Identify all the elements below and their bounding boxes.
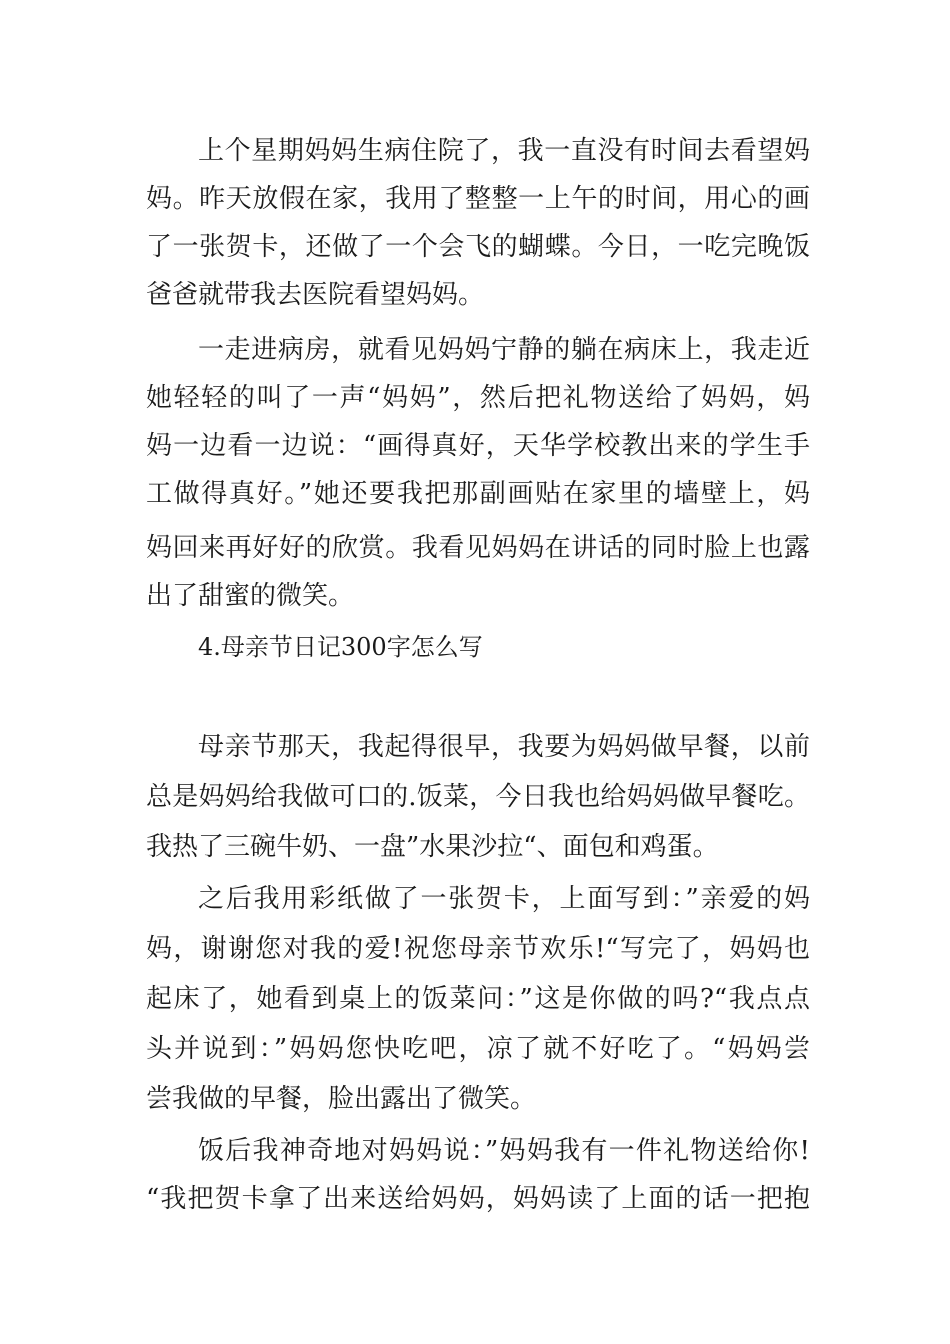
paragraph-4-line-2: 妈，谢谢您对我的爱!祝您母亲节欢乐!“写完了，妈妈也 <box>146 934 810 964</box>
paragraph-1-line-1: 上个星期妈妈生病住院了，我一直没有时间去看望妈 <box>198 136 810 166</box>
paragraph-4-line-3: 起床了，她看到桌上的饭菜问：”这是你做的吗?“我点点 <box>146 984 810 1014</box>
paragraph-3-line-2: 总是妈妈给我做可口的.饭菜，今日我也给妈妈做早餐吃。 <box>146 782 810 812</box>
paragraph-1-line-3: 了一张贺卡，还做了一个会飞的蝴蝶。今日，一吃完晚饭 <box>146 232 810 262</box>
paragraph-1-line-2: 妈。昨天放假在家，我用了整整一上午的时间，用心的画 <box>146 184 810 214</box>
paragraph-4-line-4: 头并说到：”妈妈您快吃吧，凉了就不好吃了。“妈妈尝 <box>146 1034 810 1064</box>
paragraph-2-line-4: 工做得真好。”她还要我把那副画贴在家里的墙壁上，妈 <box>146 479 810 509</box>
section-heading: 4.母亲节日记300字怎么写 <box>198 633 483 661</box>
paragraph-3-line-3: 我热了三碗牛奶、一盘”水果沙拉“、面包和鸡蛋。 <box>146 832 719 862</box>
paragraph-5-line-2: “我把贺卡拿了出来送给妈妈，妈妈读了上面的话一把抱 <box>146 1184 810 1214</box>
paragraph-2-line-3: 妈一边看一边说：“画得真好，天华学校教出来的学生手 <box>146 431 810 461</box>
paragraph-4-line-1: 之后我用彩纸做了一张贺卡，上面写到：”亲爱的妈 <box>198 884 810 914</box>
paragraph-4-line-5: 尝我做的早餐，脸出露出了微笑。 <box>146 1084 537 1114</box>
paragraph-1-line-4: 爸爸就带我去医院看望妈妈。 <box>146 280 485 310</box>
paragraph-2-line-1: 一走进病房，就看见妈妈宁静的躺在病床上，我走近 <box>198 335 810 365</box>
paragraph-5-line-1: 饭后我神奇地对妈妈说：”妈妈我有一件礼物送给你! <box>198 1136 810 1166</box>
paragraph-3-line-1: 母亲节那天，我起得很早，我要为妈妈做早餐，以前 <box>198 732 810 762</box>
paragraph-2-line-6: 出了甜蜜的微笑。 <box>146 581 355 611</box>
paragraph-2-line-2: 她轻轻的叫了一声“妈妈”，然后把礼物送给了妈妈，妈 <box>146 383 810 413</box>
paragraph-2-line-5: 妈回来再好好的欣赏。我看见妈妈在讲话的同时脸上也露 <box>146 533 810 563</box>
